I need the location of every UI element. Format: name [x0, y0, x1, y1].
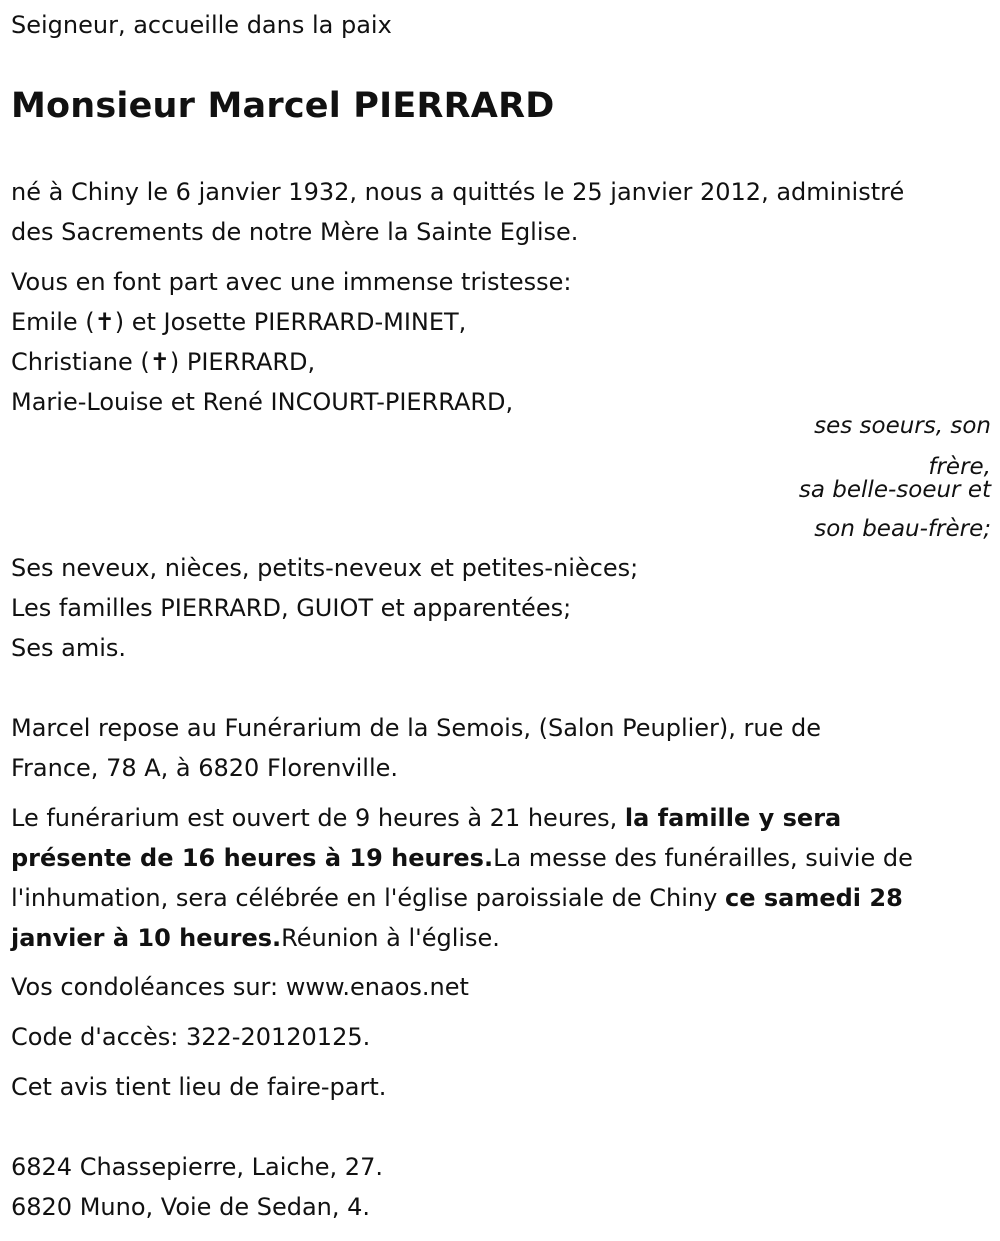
- hours-text: l'inhumation, sera célébrée en l'église paroissiale de Chiny: [11, 884, 725, 912]
- repose-line: Marcel repose au Funérarium de la Semois, (Salon Peuplier), rue de: [11, 714, 821, 742]
- deceased-name: Monsieur Marcel PIERRARD: [11, 86, 555, 126]
- birth-death-paragraph: [11, 172, 991, 252]
- hours-line: [11, 838, 991, 878]
- hours-emphasis: ce samedi 28: [724, 884, 903, 912]
- notice-text: Cet avis tient lieu de faire-part.: [11, 1073, 387, 1101]
- family-line: Marie-Louise et René INCOURT-PIERRARD,: [11, 388, 514, 416]
- address-line: 6820 Muno, Voie de Sedan, 4.: [11, 1193, 371, 1221]
- addresses: [11, 1147, 991, 1227]
- birth-death-line: né à Chiny le 6 janvier 1932, nous a quittés le 25 janvier 2012, administré: [11, 178, 905, 206]
- hours-text: La messe des funérailles, suivie de: [493, 844, 913, 872]
- hours-line: [11, 918, 991, 958]
- invocation-text: Seigneur, accueille dans la paix: [11, 11, 392, 39]
- hours-text: Le funérarium est ouvert de 9 heures à 21 heures,: [11, 804, 625, 832]
- condolences-text: Vos condoléances sur: www.enaos.net: [11, 973, 469, 1001]
- relation-line: frère,: [928, 454, 991, 480]
- family-line: Emile (✝) et Josette PIERRARD-MINET,: [11, 308, 467, 336]
- other-relatives: [11, 548, 991, 668]
- hours-emphasis: présente de 16 heures à 19 heures.: [11, 844, 494, 872]
- relatives-line: Ses neveux, nièces, petits-neveux et petites-nièces;: [11, 554, 639, 582]
- announcers-intro: Vous en font part avec une immense tristesse:: [11, 268, 572, 296]
- repose-paragraph: [11, 708, 991, 788]
- hours-emphasis: janvier à 10 heures.: [11, 924, 282, 952]
- relation-line: sa belle-soeur et: [798, 477, 991, 503]
- family-line: Christiane (✝) PIERRARD,: [11, 348, 316, 376]
- announcers-section: [11, 262, 991, 422]
- hours-text: Réunion à l'église.: [281, 924, 500, 952]
- hours-line: [11, 798, 991, 838]
- address-line: 6824 Chassepierre, Laiche, 27.: [11, 1153, 383, 1181]
- relation-line: ses soeurs, son: [814, 413, 991, 439]
- hours-emphasis: la famille y sera: [624, 804, 842, 832]
- repose-line: France, 78 A, à 6820 Florenville.: [11, 754, 399, 782]
- access-code-text: Code d'accès: 322-20120125.: [11, 1023, 371, 1051]
- relation-line: son beau-frère;: [814, 516, 991, 542]
- relatives-line: Ses amis.: [11, 634, 127, 662]
- funeral-hours-paragraph: [11, 798, 991, 958]
- birth-death-line: des Sacrements de notre Mère la Sainte Eglise.: [11, 218, 579, 246]
- relatives-line: Les familles PIERRARD, GUIOT et apparentées;: [11, 594, 572, 622]
- hours-line: [11, 878, 991, 918]
